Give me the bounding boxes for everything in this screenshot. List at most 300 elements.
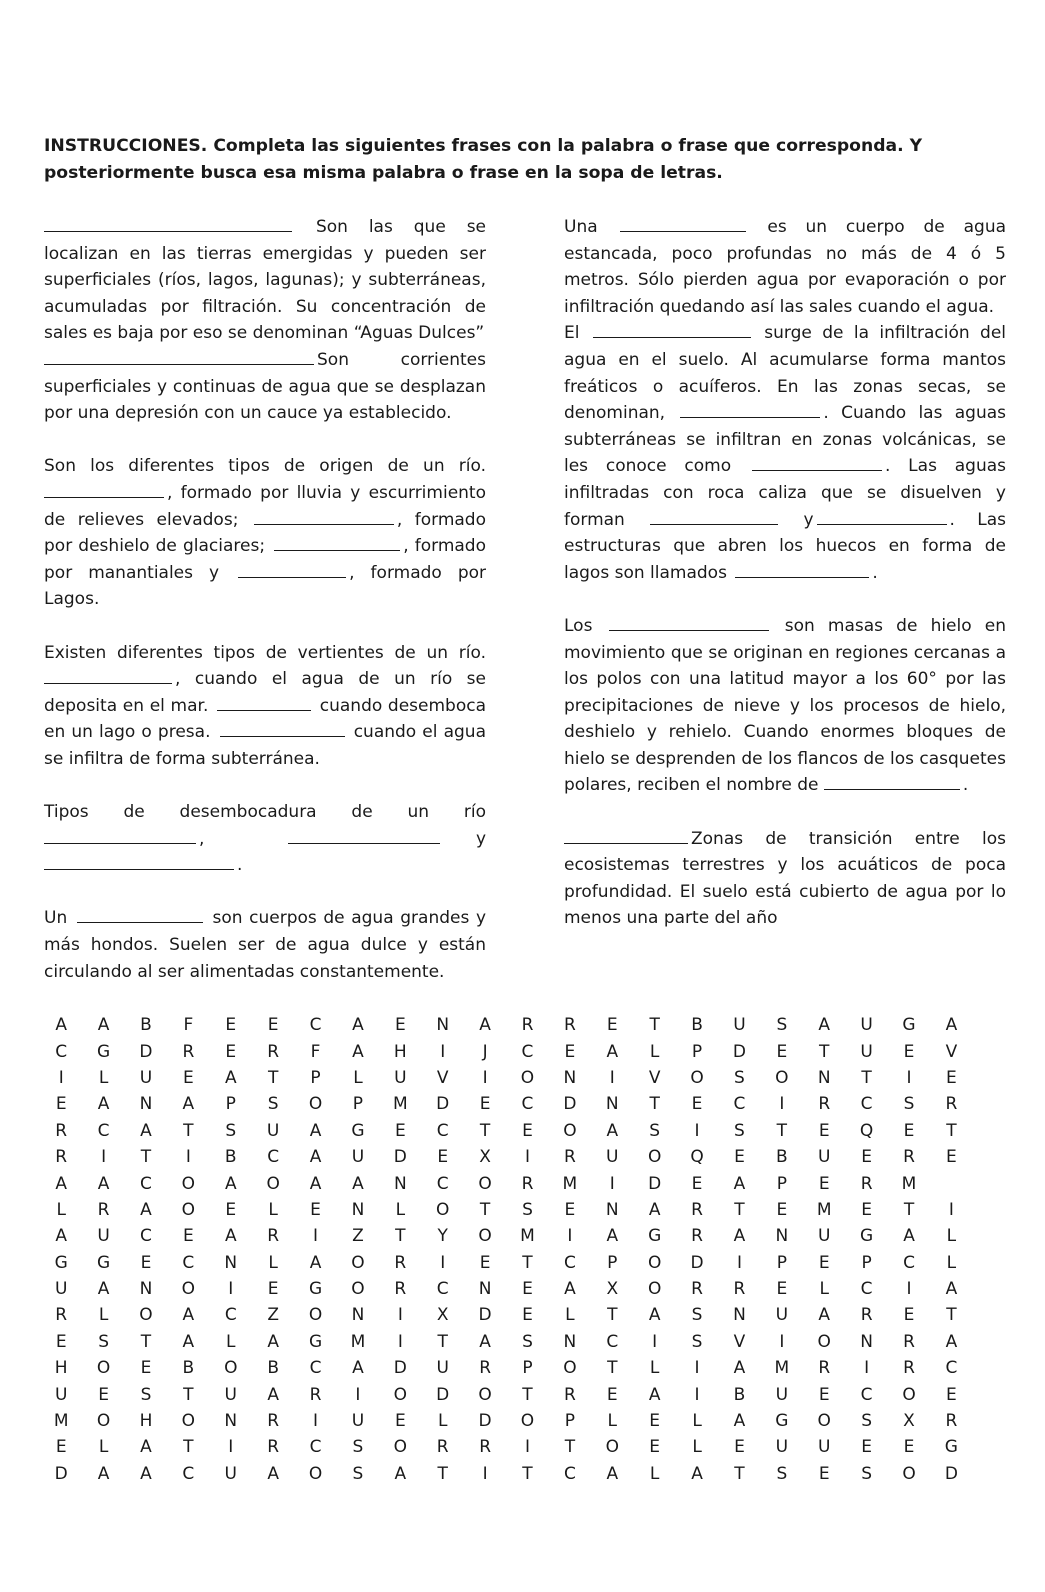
- word-search-letter[interactable]: A: [606, 1120, 619, 1141]
- word-search-letter[interactable]: A: [352, 1041, 364, 1062]
- answer-blank[interactable]: [288, 826, 440, 844]
- word-search-letter[interactable]: T: [522, 1463, 533, 1484]
- word-search-letter[interactable]: S: [691, 1305, 703, 1326]
- word-search-letter[interactable]: T: [140, 1331, 152, 1352]
- word-search-letter[interactable]: H: [54, 1358, 68, 1379]
- word-search-letter[interactable]: E: [564, 1041, 576, 1062]
- word-search-letter[interactable]: V: [945, 1041, 958, 1062]
- word-search-letter[interactable]: C: [182, 1463, 195, 1484]
- word-search-letter[interactable]: E: [776, 1041, 788, 1062]
- word-search-letter[interactable]: M: [350, 1331, 366, 1352]
- word-search-letter[interactable]: D: [436, 1384, 450, 1405]
- word-search-letter[interactable]: I: [355, 1384, 361, 1405]
- word-search-letter[interactable]: T: [183, 1437, 194, 1458]
- word-search-letter[interactable]: R: [691, 1226, 703, 1247]
- word-search-letter[interactable]: O: [181, 1411, 196, 1432]
- word-search-letter[interactable]: R: [267, 1411, 280, 1432]
- word-search-letter[interactable]: M: [774, 1358, 790, 1379]
- word-search-letter[interactable]: T: [649, 1094, 660, 1115]
- word-search-letter[interactable]: E: [564, 1199, 576, 1220]
- word-search-letter[interactable]: A: [267, 1384, 279, 1405]
- answer-blank[interactable]: [44, 214, 292, 232]
- word-search-letter[interactable]: E: [394, 1411, 406, 1432]
- word-search-letter[interactable]: R: [55, 1147, 68, 1168]
- word-search-letter[interactable]: Z: [352, 1226, 364, 1247]
- answer-blank[interactable]: [44, 480, 164, 498]
- word-search-letter[interactable]: A: [352, 1173, 364, 1194]
- word-search-letter[interactable]: A: [140, 1463, 152, 1484]
- word-search-letter[interactable]: C: [309, 1437, 322, 1458]
- word-search-letter[interactable]: M: [816, 1199, 832, 1220]
- word-search-letter[interactable]: C: [55, 1041, 68, 1062]
- word-search-letter[interactable]: E: [225, 1015, 237, 1036]
- word-search-letter[interactable]: A: [309, 1120, 322, 1141]
- word-search-letter[interactable]: P: [564, 1411, 576, 1432]
- word-search-letter[interactable]: E: [225, 1199, 237, 1220]
- word-search-letter[interactable]: A: [903, 1226, 915, 1247]
- word-search-letter[interactable]: E: [522, 1120, 533, 1141]
- word-search-letter[interactable]: L: [98, 1437, 109, 1458]
- word-search-letter[interactable]: C: [521, 1041, 534, 1062]
- word-search-letter[interactable]: E: [606, 1384, 618, 1405]
- word-search-letter[interactable]: U: [224, 1463, 237, 1484]
- word-search-letter[interactable]: C: [140, 1173, 152, 1194]
- word-search-letter[interactable]: B: [224, 1147, 237, 1168]
- word-search-letter[interactable]: S: [522, 1331, 533, 1352]
- word-search-letter[interactable]: U: [775, 1437, 789, 1458]
- word-search-letter[interactable]: E: [649, 1437, 661, 1458]
- word-search-letter[interactable]: P: [522, 1358, 533, 1379]
- word-search-letter[interactable]: L: [353, 1067, 363, 1088]
- word-search-letter[interactable]: I: [906, 1279, 912, 1300]
- word-search-letter[interactable]: C: [563, 1252, 576, 1273]
- word-search-letter[interactable]: E: [55, 1094, 67, 1115]
- word-search-letter[interactable]: T: [819, 1041, 830, 1062]
- word-search-letter[interactable]: F: [310, 1041, 321, 1062]
- word-search-letter[interactable]: S: [267, 1094, 279, 1115]
- word-search-letter[interactable]: I: [567, 1226, 573, 1247]
- word-search-letter[interactable]: R: [733, 1279, 746, 1300]
- answer-blank[interactable]: [564, 826, 688, 844]
- word-search-letter[interactable]: N: [775, 1226, 789, 1247]
- word-search-letter[interactable]: C: [436, 1120, 449, 1141]
- word-search-letter[interactable]: E: [734, 1437, 745, 1458]
- word-search-letter[interactable]: D: [648, 1173, 662, 1194]
- word-search-letter[interactable]: A: [55, 1173, 68, 1194]
- word-search-letter[interactable]: M: [562, 1173, 578, 1194]
- word-search-letter[interactable]: I: [779, 1331, 785, 1352]
- word-search-letter[interactable]: A: [606, 1463, 619, 1484]
- word-search-letter[interactable]: E: [225, 1041, 237, 1062]
- word-search-letter[interactable]: I: [482, 1463, 488, 1484]
- word-search-letter[interactable]: S: [734, 1120, 745, 1141]
- word-search-letter[interactable]: P: [776, 1173, 787, 1194]
- word-search-letter[interactable]: A: [818, 1305, 831, 1326]
- word-search-letter[interactable]: E: [691, 1173, 703, 1194]
- word-search-letter[interactable]: Y: [437, 1226, 448, 1247]
- word-search-letter[interactable]: A: [97, 1279, 110, 1300]
- word-search-letter[interactable]: V: [733, 1331, 746, 1352]
- word-search-letter[interactable]: A: [733, 1173, 746, 1194]
- word-search-letter[interactable]: E: [267, 1015, 279, 1036]
- word-search-letter[interactable]: A: [140, 1199, 152, 1220]
- word-search-letter[interactable]: I: [313, 1411, 319, 1432]
- word-search-letter[interactable]: R: [521, 1173, 534, 1194]
- word-search-letter[interactable]: I: [652, 1331, 658, 1352]
- word-search-letter[interactable]: N: [605, 1199, 619, 1220]
- word-search-letter[interactable]: P: [310, 1067, 321, 1088]
- word-search-letter[interactable]: E: [903, 1437, 915, 1458]
- word-search-letter[interactable]: C: [733, 1094, 746, 1115]
- word-search-letter[interactable]: D: [436, 1094, 450, 1115]
- word-search-letter[interactable]: C: [563, 1463, 576, 1484]
- word-search-letter[interactable]: T: [607, 1358, 618, 1379]
- word-search-letter[interactable]: U: [351, 1411, 365, 1432]
- word-search-letter[interactable]: A: [564, 1279, 576, 1300]
- word-search-letter[interactable]: L: [819, 1279, 829, 1300]
- word-search-letter[interactable]: S: [225, 1120, 237, 1141]
- word-search-letter[interactable]: G: [648, 1226, 662, 1247]
- word-search-letter[interactable]: I: [864, 1358, 870, 1379]
- word-search-letter[interactable]: I: [482, 1067, 488, 1088]
- word-search-letter[interactable]: A: [309, 1173, 322, 1194]
- word-search-letter[interactable]: T: [776, 1120, 788, 1141]
- word-search-letter[interactable]: P: [861, 1252, 872, 1273]
- word-search-letter[interactable]: R: [55, 1120, 68, 1141]
- word-search-letter[interactable]: E: [818, 1120, 830, 1141]
- word-search-letter[interactable]: A: [140, 1437, 152, 1458]
- word-search-letter[interactable]: L: [98, 1305, 109, 1326]
- word-search-letter[interactable]: T: [395, 1226, 406, 1247]
- word-search-letter[interactable]: O: [139, 1305, 153, 1326]
- word-search-letter[interactable]: A: [97, 1094, 110, 1115]
- word-search-letter[interactable]: S: [861, 1463, 873, 1484]
- word-search-letter[interactable]: O: [308, 1463, 323, 1484]
- word-search-letter[interactable]: I: [524, 1147, 530, 1168]
- word-search-letter[interactable]: U: [139, 1067, 153, 1088]
- word-search-letter[interactable]: R: [563, 1384, 576, 1405]
- word-search-letter[interactable]: C: [606, 1331, 619, 1352]
- word-search-letter[interactable]: N: [733, 1305, 746, 1326]
- word-search-letter[interactable]: F: [183, 1015, 194, 1036]
- word-search-letter[interactable]: D: [478, 1411, 492, 1432]
- word-search-letter[interactable]: O: [690, 1067, 704, 1088]
- word-search-letter[interactable]: R: [691, 1199, 703, 1220]
- word-search-letter[interactable]: A: [648, 1305, 661, 1326]
- word-search-letter[interactable]: M: [392, 1094, 408, 1115]
- word-search-letter[interactable]: H: [393, 1041, 407, 1062]
- word-search-letter[interactable]: R: [521, 1015, 534, 1036]
- word-search-letter[interactable]: O: [181, 1279, 196, 1300]
- word-search-letter[interactable]: I: [779, 1094, 785, 1115]
- word-search-letter[interactable]: E: [182, 1226, 194, 1247]
- word-search-letter[interactable]: G: [351, 1120, 365, 1141]
- word-search-letter[interactable]: U: [54, 1279, 68, 1300]
- word-search-letter[interactable]: O: [563, 1358, 577, 1379]
- word-search-letter[interactable]: R: [436, 1437, 449, 1458]
- word-search-letter[interactable]: E: [903, 1120, 915, 1141]
- word-search-letter[interactable]: U: [860, 1015, 873, 1036]
- word-search-letter[interactable]: U: [224, 1384, 237, 1405]
- word-search-letter[interactable]: C: [309, 1015, 322, 1036]
- word-search-letter[interactable]: U: [266, 1120, 280, 1141]
- word-search-letter[interactable]: N: [478, 1279, 492, 1300]
- word-search-letter[interactable]: S: [734, 1067, 745, 1088]
- word-search-letter[interactable]: C: [860, 1384, 873, 1405]
- word-search-letter[interactable]: A: [648, 1199, 661, 1220]
- word-search-letter[interactable]: C: [224, 1305, 237, 1326]
- word-search-letter[interactable]: P: [607, 1252, 618, 1273]
- word-search-letter[interactable]: I: [228, 1437, 234, 1458]
- word-search-letter[interactable]: T: [183, 1120, 194, 1141]
- word-search-letter[interactable]: N: [817, 1067, 831, 1088]
- word-search-letter[interactable]: T: [564, 1437, 576, 1458]
- word-search-letter[interactable]: C: [945, 1358, 958, 1379]
- word-search-letter[interactable]: T: [861, 1067, 872, 1088]
- word-search-letter[interactable]: U: [606, 1147, 619, 1168]
- word-search-letter[interactable]: L: [692, 1437, 702, 1458]
- word-search-letter[interactable]: E: [98, 1384, 109, 1405]
- word-search-letter[interactable]: X: [606, 1279, 619, 1300]
- word-search-letter[interactable]: I: [313, 1226, 319, 1247]
- word-search-letter[interactable]: B: [776, 1147, 788, 1168]
- word-search-letter[interactable]: T: [522, 1384, 533, 1405]
- word-search-letter[interactable]: A: [945, 1279, 958, 1300]
- word-search-letter[interactable]: A: [55, 1226, 68, 1247]
- word-search-letter[interactable]: E: [479, 1252, 491, 1273]
- word-search-letter[interactable]: I: [397, 1305, 403, 1326]
- word-search-letter[interactable]: E: [55, 1331, 67, 1352]
- word-search-letter[interactable]: A: [479, 1015, 491, 1036]
- word-search-letter[interactable]: D: [393, 1147, 407, 1168]
- word-search-letter[interactable]: A: [309, 1252, 322, 1273]
- word-search-letter[interactable]: T: [607, 1305, 618, 1326]
- word-search-letter[interactable]: L: [649, 1358, 660, 1379]
- word-search-letter[interactable]: A: [945, 1015, 958, 1036]
- word-search-letter[interactable]: T: [903, 1199, 915, 1220]
- word-search-letter[interactable]: G: [902, 1015, 916, 1036]
- word-search-letter[interactable]: G: [96, 1041, 111, 1062]
- word-search-letter[interactable]: E: [946, 1147, 957, 1168]
- word-search-letter[interactable]: L: [268, 1199, 278, 1220]
- word-search-letter[interactable]: I: [185, 1147, 191, 1168]
- word-search-letter[interactable]: R: [563, 1015, 576, 1036]
- word-search-letter[interactable]: R: [818, 1358, 831, 1379]
- word-search-letter[interactable]: L: [268, 1252, 278, 1273]
- word-search-letter[interactable]: L: [565, 1305, 575, 1326]
- answer-blank[interactable]: [217, 693, 311, 711]
- word-search-letter[interactable]: O: [563, 1120, 577, 1141]
- word-search-letter[interactable]: L: [226, 1331, 236, 1352]
- word-search-letter[interactable]: N: [393, 1173, 407, 1194]
- word-search-letter[interactable]: O: [96, 1411, 111, 1432]
- word-search-letter[interactable]: X: [479, 1147, 491, 1168]
- word-search-letter[interactable]: O: [817, 1411, 831, 1432]
- word-search-letter[interactable]: A: [606, 1041, 619, 1062]
- word-search-letter[interactable]: T: [479, 1120, 491, 1141]
- word-search-letter[interactable]: T: [946, 1305, 957, 1326]
- word-search-letter[interactable]: D: [393, 1358, 407, 1379]
- word-search-letter[interactable]: C: [860, 1279, 873, 1300]
- word-search-letter[interactable]: E: [861, 1437, 872, 1458]
- word-search-letter[interactable]: A: [267, 1463, 279, 1484]
- word-search-letter[interactable]: R: [309, 1384, 322, 1405]
- word-search-letter[interactable]: A: [818, 1015, 831, 1036]
- word-search-letter[interactable]: A: [224, 1226, 237, 1247]
- word-search-letter[interactable]: N: [860, 1331, 873, 1352]
- word-search-letter[interactable]: I: [58, 1067, 64, 1088]
- word-search-letter[interactable]: S: [861, 1411, 873, 1432]
- word-search-letter[interactable]: Z: [267, 1305, 279, 1326]
- word-search-letter[interactable]: U: [97, 1226, 110, 1247]
- word-search-letter[interactable]: O: [817, 1331, 831, 1352]
- answer-blank[interactable]: [817, 507, 947, 525]
- word-search-letter[interactable]: R: [903, 1331, 915, 1352]
- word-search-letter[interactable]: N: [605, 1094, 619, 1115]
- word-search-letter[interactable]: N: [351, 1305, 365, 1326]
- word-search-letter[interactable]: A: [224, 1173, 237, 1194]
- word-search-letter[interactable]: E: [522, 1305, 533, 1326]
- word-search-letter[interactable]: E: [55, 1437, 67, 1458]
- word-search-letter[interactable]: R: [267, 1226, 280, 1247]
- word-search-letter[interactable]: E: [903, 1041, 915, 1062]
- answer-blank[interactable]: [44, 852, 234, 870]
- word-search-letter[interactable]: I: [694, 1120, 700, 1141]
- word-search-letter[interactable]: A: [182, 1094, 195, 1115]
- word-search-letter[interactable]: E: [861, 1147, 872, 1168]
- word-search-letter[interactable]: E: [140, 1358, 152, 1379]
- word-search-letter[interactable]: C: [182, 1252, 195, 1273]
- word-search-letter[interactable]: R: [479, 1358, 491, 1379]
- word-search-letter[interactable]: E: [649, 1411, 661, 1432]
- word-search-letter[interactable]: Q: [859, 1120, 874, 1141]
- word-search-letter[interactable]: M: [901, 1173, 917, 1194]
- word-search-letter[interactable]: A: [733, 1358, 746, 1379]
- word-search-letter[interactable]: S: [903, 1094, 915, 1115]
- word-search-letter[interactable]: R: [691, 1279, 703, 1300]
- word-search-letter[interactable]: C: [309, 1358, 322, 1379]
- word-search-letter[interactable]: L: [649, 1463, 660, 1484]
- word-search-letter[interactable]: S: [98, 1331, 109, 1352]
- word-search-letter[interactable]: A: [648, 1384, 661, 1405]
- word-search-letter[interactable]: E: [776, 1199, 788, 1220]
- word-search-letter[interactable]: L: [946, 1252, 957, 1273]
- word-search-letter[interactable]: G: [775, 1411, 789, 1432]
- word-search-letter[interactable]: N: [224, 1252, 238, 1273]
- word-search-letter[interactable]: H: [139, 1411, 153, 1432]
- word-search-letter[interactable]: D: [478, 1305, 492, 1326]
- word-search-letter[interactable]: A: [140, 1120, 152, 1141]
- word-search-letter[interactable]: T: [946, 1120, 957, 1141]
- word-search-letter[interactable]: X: [436, 1305, 449, 1326]
- word-search-letter[interactable]: O: [224, 1358, 238, 1379]
- word-search-letter[interactable]: R: [818, 1094, 831, 1115]
- answer-blank[interactable]: [752, 453, 882, 471]
- word-search-letter[interactable]: I: [440, 1041, 446, 1062]
- word-search-letter[interactable]: E: [479, 1094, 491, 1115]
- word-search-letter[interactable]: I: [609, 1173, 615, 1194]
- word-search-letter[interactable]: C: [436, 1279, 449, 1300]
- word-search-letter[interactable]: O: [775, 1067, 789, 1088]
- word-search-letter[interactable]: A: [224, 1067, 237, 1088]
- answer-blank[interactable]: [593, 320, 751, 338]
- word-search-letter[interactable]: Q: [690, 1147, 704, 1168]
- word-search-letter[interactable]: S: [776, 1463, 788, 1484]
- word-search-letter[interactable]: O: [647, 1279, 662, 1300]
- word-search-letter[interactable]: N: [139, 1279, 153, 1300]
- word-search-letter[interactable]: E: [437, 1147, 449, 1168]
- word-search-letter[interactable]: O: [181, 1199, 196, 1220]
- word-search-letter[interactable]: O: [520, 1411, 535, 1432]
- word-search-letter[interactable]: M: [53, 1411, 69, 1432]
- word-search-letter[interactable]: U: [818, 1226, 831, 1247]
- word-search-letter[interactable]: I: [440, 1252, 446, 1273]
- word-search-letter[interactable]: P: [691, 1041, 703, 1062]
- word-search-letter[interactable]: O: [308, 1094, 323, 1115]
- word-search-letter[interactable]: I: [101, 1147, 107, 1168]
- word-search-letter[interactable]: C: [97, 1120, 110, 1141]
- word-search-letter[interactable]: O: [393, 1437, 408, 1458]
- answer-blank[interactable]: [44, 666, 172, 684]
- word-search-letter[interactable]: I: [948, 1199, 954, 1220]
- answer-blank[interactable]: [254, 507, 394, 525]
- word-search-letter[interactable]: E: [818, 1384, 830, 1405]
- word-search-letter[interactable]: S: [352, 1437, 364, 1458]
- word-search-letter[interactable]: I: [906, 1067, 912, 1088]
- word-search-letter[interactable]: G: [308, 1279, 323, 1300]
- word-search-letter[interactable]: R: [55, 1305, 68, 1326]
- word-search-letter[interactable]: S: [649, 1120, 661, 1141]
- word-search-letter[interactable]: E: [691, 1094, 703, 1115]
- word-search-letter[interactable]: G: [860, 1226, 874, 1247]
- word-search-letter[interactable]: R: [267, 1041, 280, 1062]
- word-search-letter[interactable]: P: [225, 1094, 236, 1115]
- word-search-letter[interactable]: L: [437, 1411, 448, 1432]
- word-search-letter[interactable]: C: [436, 1173, 449, 1194]
- word-search-letter[interactable]: L: [56, 1199, 66, 1220]
- word-search-letter[interactable]: I: [609, 1067, 615, 1088]
- word-search-letter[interactable]: O: [647, 1252, 662, 1273]
- word-search-letter[interactable]: O: [181, 1173, 196, 1194]
- word-search-letter[interactable]: I: [694, 1384, 700, 1405]
- word-search-letter[interactable]: O: [605, 1437, 619, 1458]
- word-search-letter[interactable]: E: [776, 1279, 788, 1300]
- word-search-letter[interactable]: T: [267, 1067, 279, 1088]
- word-search-letter[interactable]: O: [902, 1384, 916, 1405]
- word-search-letter[interactable]: N: [351, 1199, 365, 1220]
- word-search-letter[interactable]: G: [96, 1252, 111, 1273]
- word-search-letter[interactable]: B: [140, 1015, 152, 1036]
- word-search-letter[interactable]: L: [98, 1067, 109, 1088]
- word-search-letter[interactable]: E: [394, 1015, 406, 1036]
- word-search-letter[interactable]: U: [860, 1041, 873, 1062]
- word-search-letter[interactable]: E: [861, 1199, 872, 1220]
- word-search-letter[interactable]: S: [140, 1384, 152, 1405]
- word-search-letter[interactable]: U: [436, 1358, 449, 1379]
- word-search-letter[interactable]: R: [182, 1041, 195, 1062]
- answer-blank[interactable]: [44, 347, 314, 365]
- word-search-letter[interactable]: C: [860, 1094, 873, 1115]
- word-search-letter[interactable]: S: [691, 1331, 703, 1352]
- answer-blank[interactable]: [609, 613, 769, 631]
- word-search-letter[interactable]: E: [182, 1067, 194, 1088]
- answer-blank[interactable]: [650, 507, 778, 525]
- answer-blank[interactable]: [680, 400, 820, 418]
- word-search-letter[interactable]: N: [224, 1411, 238, 1432]
- word-search-letter[interactable]: G: [944, 1437, 958, 1458]
- word-search-letter[interactable]: A: [352, 1015, 364, 1036]
- word-search-letter[interactable]: T: [140, 1147, 152, 1168]
